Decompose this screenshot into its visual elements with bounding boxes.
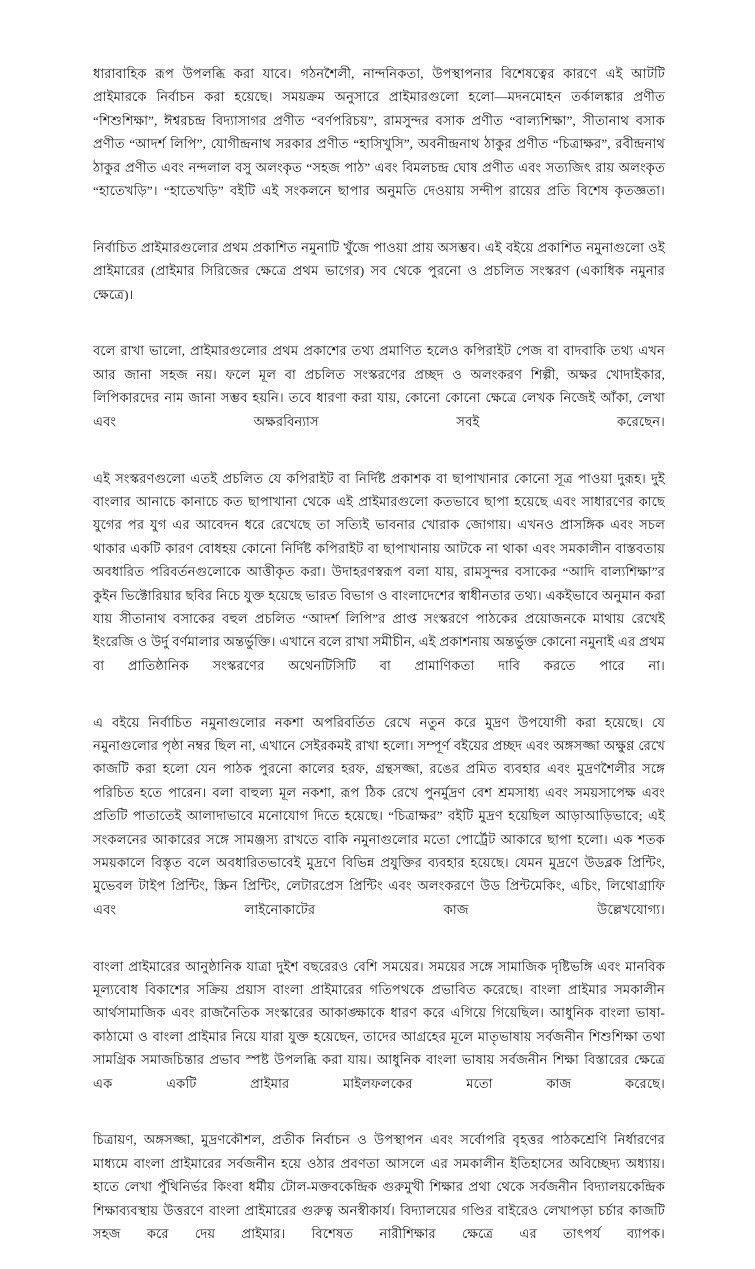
paragraph-2: নির্বাচিত প্রাইমারগুলোর প্রথম প্রকাশিত নমুনাটি খুঁজে পাওয়া প্রায় অসম্ভব। এই বইয়ে প্রকাশিত নমুনাগুলো ওই প্রাইমারের (প্রাইমার সিরিজের ক্ষেত্রে প্রথম ভাগের) সব থেকে পুরনো ও প্রচলিত সংস্করণ (একাধিক নমুনার ক্ষেত্রে)। <box>93 239 665 302</box>
paragraph-1: ধারাবাহিক রূপ উপলব্ধি করা যাবে। গঠনশৈলী, নান্দনিকতা, উপস্থাপনার বিশেষত্বের কারণে এই আটটি প্রাইমারকে নির্বাচন করা হয়েছে। সময়ক্রম অনুসারে প্রাইমারগুলো হলো—মদনমোহন তর্কালঙ্কার প্রণীত “শিশুশিক্ষা”, ঈশ্বরচন্দ্র বিদ্যাসাগর প্রণীত “বর্ণপরিচয়”, রামসুন্দর বসাক প্রণীত “বাল্যশিক্ষা”, সীতানাথ বসাক প্রণীত “আদর্শ লিপি”, যোগীন্দ্রনাথ সরকার প্রণীত “হাসিখুসি”, অবনীন্দ্রনাথ ঠাকুর প্রণীত “চিত্রাক্ষর”, রবীন্দ্রনাথ ঠাকুর প্রণীত এবং নন্দলাল বসু অলংকৃত “সহজ পাঠ” এবং বিমলচন্দ্র ঘোষ প্রণীত এবং সত্যজিৎ রায় অলংকৃত “হাতেখড়ি”। “হাতেখড়ি” বইটি এই সংকলনে ছাপার অনুমতি দেওয়ায় সন্দীপ রায়ের প্রতি বিশেষ কৃতজ্ঞতা। <box>93 66 665 199</box>
paragraph-5: এ বইয়ে নির্বাচিত নমুনাগুলোর নকশা অপরিবর্তিত রেখে নতুন করে মুদ্রণ উপযোগী করা হয়েছে। যে নমুনাগুলোর পৃষ্ঠা নম্বর ছিল না, এখানে সেইরকমই রাখা হলো। সম্পূর্ণ বইয়ের প্রচ্ছদ এবং অঙ্গসজ্জা অক্ষুণ্ণ রেখে কাজটি করা হলো যেন পাঠক পুরনো কালের হরফ, গ্রন্থসজ্জা, রঙের প্রমিত ব্যবহার এবং মুদ্রণশৈলীর সঙ্গে পরিচিত হতে পারেন। বলা বাহুল্য মূল নকশা, রূপ ঠিক রেখে পুনর্মুদ্রণ বেশ শ্রমসাধ্য এবং সময়সাপেক্ষ এবং প্রতিটি পাতাতেই আলাদাভাবে মনোযোগ দিতে হয়েছে। “চিত্রাক্ষর” বইটি মুদ্রণ হয়েছিল আড়াআড়িভাবে; এই সংকলনের আকারের সঙ্গে সামঞ্জস্য রাখতে বাকি নমুনাগুলোর মতো পোর্ট্রেট আকারে ছাপা হলো। এক শতক সময়কালে বিস্তৃত বলে অবধারিতভাবেই মুদ্রণে বিভিন্ন প্রযুক্তির ব্যবহার হয়েছে। যেমন মুদ্রণে উডব্লক প্রিন্টিং, মুভেবল টাইপ প্রিন্টিং, স্ক্রিন প্রিন্টিং, লেটারপ্রেস প্রিন্টিং এবং অলংকরণে উড প্রিন্টমেকিং, এচিং, লিথোগ্রাফি এবং লাইনোকাটের কাজ উল্লেখযোগ্য। <box>93 714 665 917</box>
document-body <box>93 62 665 1269</box>
paragraph-4: এই সংস্করণগুলো এতই প্রচলিত যে কপিরাইট বা নির্দিষ্ট প্রকাশক বা ছাপাখানার কোনো সূত্র পাওয়া দুরূহ। দুই বাংলার আনাচে কানাচে কত ছাপাখানা থেকে এই প্রাইমারগুলো কতভাবে ছাপা হয়েছে এবং সাধারণের কাছে যুগের পর যুগ এর আবেদন ধরে রেখেছে তা সত্যিই ভাবনার খোরাক জোগায়। এখনও প্রাসঙ্গিক এবং সচল থাকার একটি কারণ বোধহয় কোনো নির্দিষ্ট কপিরাইট বা ছাপাখানায় আটকে না থাকা এবং সমকালীন বাস্তবতায় অবধারিত পরিবর্তনগুলোকে আত্তীকৃত করা। উদাহরণস্বরূপ বলা যায়, রামসুন্দর বসাকের “আদি বাল্যশিক্ষা”র কুইন ভিক্টোরিয়ার ছবির নিচে যুক্ত হয়েছে ভারত বিভাগ ও বাংলাদেশের স্বাধীনতার তথ্য। একইভাবে অনুমান করা যায় সীতানাথ বসাকের বহুল প্রচলিত “আদর্শ লিপি”র প্রাপ্ত সংস্করণে পাঠকের প্রয়োজনকে মাথায় রেখেই ইংরেজি ও উর্দু বর্ণমালার অন্তর্ভুক্তি। এখানে বলে রাখা সমীচীন, এই প্রকাশনায় অন্তর্ভুক্ত কোনো নমুনাই এর প্রথম বা প্রাতিষ্ঠানিক সংস্করণের অথেনটিসিটি বা প্রামাণিকতা দাবি করতে পারে না। <box>93 470 665 673</box>
paragraph-7: চিত্রায়ণ, অঙ্গসজ্জা, মুদ্রণকৌশল, প্রতীক নির্বাচন ও উপস্থাপন এবং সর্বোপরি বৃহত্তর পাঠকশ্রেণি নির্ধারণের মাধ্যমে বাংলা প্রাইমারের সর্বজনীন হয়ে ওঠার প্রবণতা আসলে এর সমকালীন ইতিহাসের অবিচ্ছেদ্য অধ্যায়। হাতে লেখা পুঁথিনির্ভর কিংবা ধর্মীয় টোল-মক্তবকেন্দ্রিক গুরুমুখী শিক্ষার প্রথা থেকে সর্বজনীন বিদ্যালয়কেন্দ্রিক শিক্ষাব্যবস্থায় উত্তরণে বাংলা প্রাইমারের গুরুত্ব অনস্বীকার্য। বিদ্যালয়ের গণ্ডির বাইরেও লেখাপড়া চর্চার কাজটি সহজ করে দেয় প্রাইমার। বিশেষত নারীশিক্ষার ক্ষেত্রে এর তাৎপর্য ব্যাপক। <box>93 1132 665 1242</box>
paragraph-6: বাংলা প্রাইমারের আনুষ্ঠানিক যাত্রা দুইশ বছরেরও বেশি সময়ের। সময়ের সঙ্গে সামাজিক দৃষ্টিভঙ্গি এবং মানবিক মূল্যবোধ বিকাশের সক্রিয় প্রয়াস বাংলা প্রাইমারের গতিপথকে প্রভাবিত করেছে। বাংলা প্রাইমার সমকালীন আর্থসামাজিক এবং রাজনৈতিক সংস্কারের আকাঙ্ক্ষাকে ধারণ করে এগিয়ে গিয়েছিল। আধুনিক বাংলা ভাষা-কাঠামো ও বাংলা প্রাইমার নিয়ে যারা যুক্ত হয়েছেন, তাদের আগ্রহের মূলে মাতৃভাষায় সর্বজনীন শিশুশিক্ষা তথা সামগ্রিক সমাজচিন্তার প্রভাব স্পষ্ট উপলব্ধি করা যায়। আধুনিক বাংলা ভাষায় সর্বজনীন শিক্ষা বিস্তারের ক্ষেত্রে এক একটি প্রাইমার মাইলফলকের মতো কাজ করেছে। <box>93 958 665 1091</box>
paragraph-3: বলে রাখা ভালো, প্রাইমারগুলোর প্রথম প্রকাশের তথ্য প্রমাণিত হলেও কপিরাইট পেজ বা বাদবাকি তথ্য এখন আর জানা সহজ নয়। ফলে মূল বা প্রচলিত সংস্করণের প্রচ্ছদ ও অলংকরণ শিল্পী, অক্ষর খোদাইকার, লিপিকারদের নাম জানা সম্ভব হয়নি। তবে ধারণা করা যায়, কোনো কোনো ক্ষেত্রে লেখক নিজেই আঁকা, লেখা এবং অক্ষরবিন্যাস সবই করেছেন। <box>93 343 665 429</box>
